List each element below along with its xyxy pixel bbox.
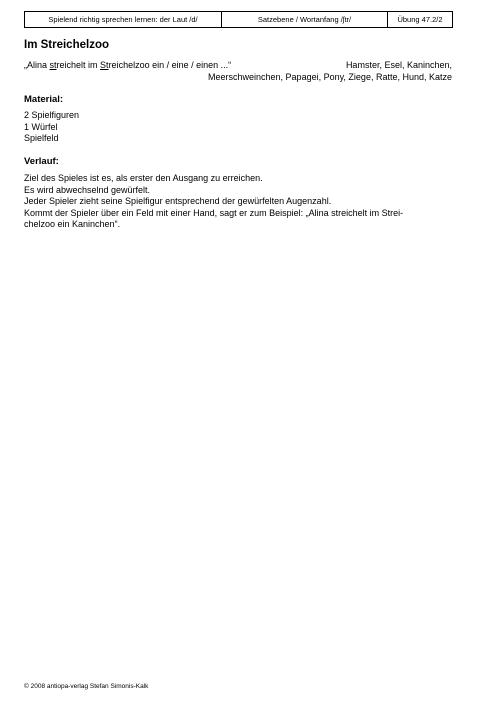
verlauf-line: Ziel des Spieles ist es, als erster den Ausgang zu erreichen. [24, 173, 263, 183]
target-sentence-open: „Alina [24, 60, 50, 70]
header-table [24, 11, 453, 28]
target-sentence-underline-2: St [100, 60, 109, 70]
target-sentence-end: reichelzoo ein / eine / einen ...“ [108, 60, 232, 70]
target-sentence-underline-1: st [49, 60, 57, 70]
material-item: 1 Würfel [24, 121, 58, 132]
material-heading: Material: [24, 94, 64, 105]
verlauf-line: chelzoo ein Kaninchen“. [24, 219, 121, 229]
header-series-title: Spielend richtig sprechen lernen: der Laut /d/ [25, 12, 222, 28]
verlauf-text [24, 173, 454, 231]
header-exercise-number: Übung 47.2/2 [388, 12, 453, 28]
animal-list-line-1: Hamster, Esel, Kaninchen, [345, 60, 452, 70]
material-item: 2 Spielfiguren [24, 110, 80, 120]
page-title: Im Streichelzoo [24, 39, 109, 51]
material-list [24, 110, 79, 145]
verlauf-line: Jeder Spieler zieht seine Spielfigur entsprechend der gewürfelten Augenzahl. [24, 196, 332, 206]
verlauf-line: Kommt der Spieler über ein Feld mit einer Hand, sagt er zum Beispiel: „Alina streichelt im Strei- [24, 207, 404, 218]
animal-list [208, 59, 452, 83]
target-sentence-mid: reichelt im [56, 60, 101, 70]
animal-list-line-2: Meerschweinchen, Papagei, Pony, Ziege, Ratte, Hund, Katze [208, 72, 452, 82]
target-sentence [24, 59, 231, 71]
verlauf-line: Es wird abwechselnd gewürfelt. [24, 184, 151, 195]
header-level: Satzebene / Wortanfang /ʃtr/ [222, 12, 388, 28]
verlauf-heading: Verlauf: [24, 156, 59, 167]
copyright-footer: © 2008 antiopa-verlag Stefan Simonis-Kalk [24, 683, 149, 690]
material-item: Spielfeld [24, 133, 59, 143]
